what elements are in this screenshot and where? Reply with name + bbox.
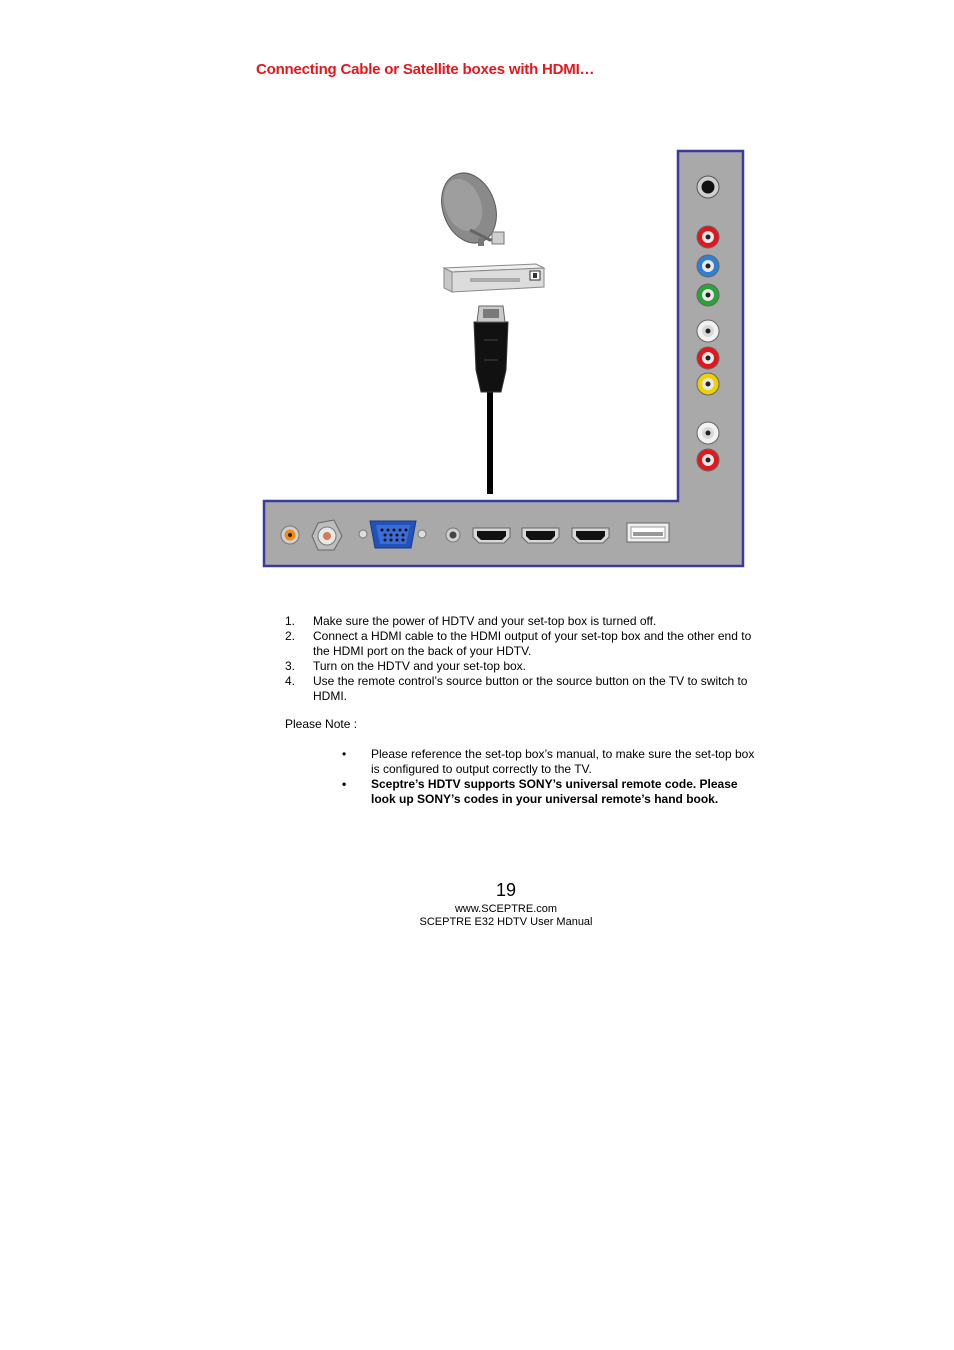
- bullet-icon: •: [342, 747, 347, 761]
- hdmi-cable-icon: [474, 306, 508, 494]
- bullet-icon: •: [342, 777, 347, 791]
- section-heading: Connecting Cable or Satellite boxes with HDMI…: [256, 61, 595, 78]
- connection-diagram: [0, 0, 954, 620]
- set-top-box-icon: [444, 264, 544, 292]
- step-item: [285, 614, 755, 629]
- instruction-steps: [285, 614, 755, 704]
- step-text: Use the remote control’s source button or the source button on the TV to switch to HDMI.: [313, 674, 748, 703]
- hdmi-port-icon: [572, 528, 609, 543]
- step-item: [285, 629, 755, 659]
- footer-website: www.SCEPTRE.com: [454, 903, 558, 915]
- usb-port-icon: [627, 523, 669, 542]
- step-text: Turn on the HDTV and your set-top box.: [313, 659, 526, 673]
- note-text: Sceptre’s HDTV supports SONY’s universal remote code. Please look up SONY’s codes in your universal remote’s hand book.: [371, 777, 738, 806]
- hdmi-port-icon: [473, 528, 510, 543]
- step-number: 2.: [285, 629, 296, 643]
- av-video-jack-icon: [697, 373, 719, 395]
- headphone-jack-icon: [697, 176, 719, 198]
- step-number: 1.: [285, 614, 296, 628]
- component-pb-jack-icon: [697, 255, 719, 277]
- step-number: 4.: [285, 674, 296, 688]
- step-number: 3.: [285, 659, 296, 673]
- note-label: Please Note :: [285, 717, 358, 731]
- component-y-jack-icon: [697, 226, 719, 248]
- note-item: [342, 747, 756, 777]
- step-text: Connect a HDMI cable to the HDMI output of your set-top box and the other end to the HDMI port on the back of your HDTV.: [313, 629, 752, 658]
- page-number: 19: [495, 880, 517, 900]
- av-audio-left-jack-icon: [697, 320, 719, 342]
- pc-audio-left-jack-icon: [697, 422, 719, 444]
- av-audio-right-jack-icon: [697, 347, 719, 369]
- satellite-dish-icon: [432, 165, 505, 250]
- note-text: Please reference the set-top box’s manual, to make sure the set-top box is configured to output correctly to the TV.: [371, 747, 755, 776]
- step-item: [285, 659, 755, 674]
- step-text: Make sure the power of HDTV and your set-top box is turned off.: [313, 614, 657, 628]
- coaxial-output-icon: [281, 526, 299, 544]
- step-item: [285, 674, 755, 704]
- hdmi-port-icon: [522, 528, 559, 543]
- pc-audio-input-icon: [446, 528, 460, 542]
- note-list: [342, 747, 756, 807]
- pc-audio-right-jack-icon: [697, 449, 719, 471]
- note-item: [342, 777, 756, 807]
- component-pr-jack-icon: [697, 284, 719, 306]
- footer-manual-title: SCEPTRE E32 HDTV User Manual: [419, 916, 593, 928]
